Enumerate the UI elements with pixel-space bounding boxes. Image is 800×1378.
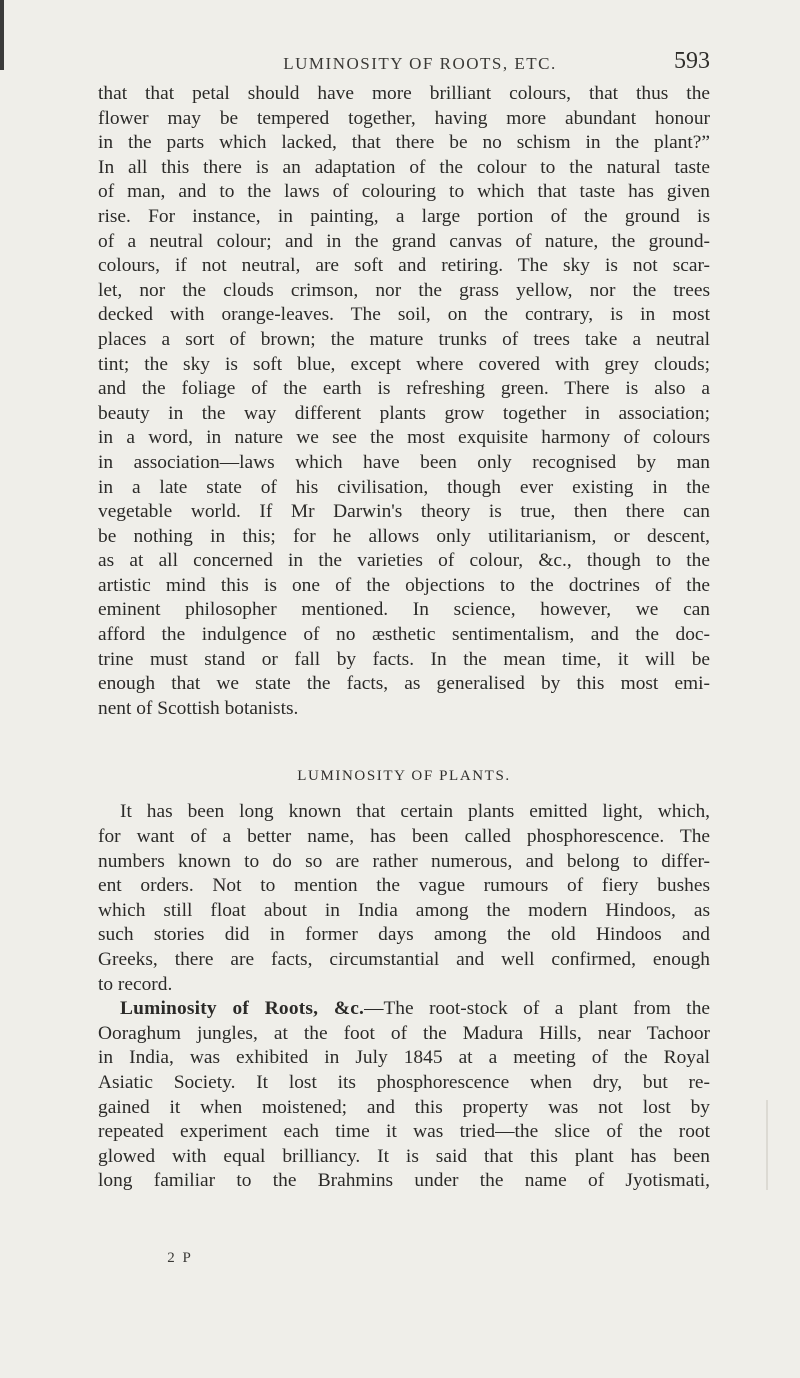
run-in-continuation: —The root-stock of a plant from the — [364, 998, 710, 1020]
paragraph-1-line: afford the indulgence of no æsthetic sentimentalism, and the doc- — [98, 624, 710, 646]
paragraph-1-line: in the parts which lacked, that there be no schism in the plant?” — [98, 132, 710, 154]
paragraph-2-line: ent orders. Not to mention the vague rumours of fiery bushes — [98, 875, 710, 897]
paragraph-2-line: numbers known to do so are rather numerous, and belong to differ- — [98, 850, 710, 872]
paragraph-2-line: It has been long known that certain plants emitted light, which, — [120, 801, 710, 823]
paragraph-3 — [98, 997, 710, 1194]
paragraph-3-line: long familiar to the Brahmins under the name of Jyotismati, — [98, 1170, 710, 1192]
paragraph-1-line: that that petal should have more brilliant colours, that thus the — [98, 83, 710, 104]
margin-smudge — [766, 1100, 768, 1190]
paragraph-3-line: gained it when moistened; and this property was not lost by — [98, 1096, 710, 1118]
paragraph-1-line: nent of Scottish botanists. — [98, 697, 299, 719]
paragraph-1-line: in association—laws which have been only recognised by man — [98, 451, 710, 473]
paragraph-3-line: Ooraghum jungles, at the foot of the Madura Hills, near Tachoor — [98, 1022, 710, 1044]
paragraph-1-line: as at all concerned in the varieties of colour, &c., though to the — [98, 550, 710, 572]
paragraph-1-line: beauty in the way different plants grow together in association; — [98, 402, 710, 424]
paragraph-2 — [98, 800, 710, 997]
paragraph-3-line — [98, 997, 710, 1022]
paragraph-1-line: places a sort of brown; the mature trunks of trees take a neutral — [98, 328, 710, 350]
paragraph-1-line: colours, if not neutral, are soft and retiring. The sky is not scar- — [98, 255, 710, 277]
paragraph-1-line: and the foliage of the earth is refreshing green. There is also a — [98, 378, 710, 400]
paragraph-1 — [98, 82, 710, 721]
paragraph-1-line: rise. For instance, in painting, a large portion of the ground is — [98, 205, 710, 227]
running-head: LUMINOSITY OF ROOTS, ETC. — [283, 54, 557, 73]
page-header — [0, 48, 800, 82]
run-in-heading: Luminosity of Roots, &c. — [120, 998, 365, 1020]
paragraph-1-line: in a late state of his civilisation, though ever existing in the — [98, 476, 710, 498]
paragraph-3-line: in India, was exhibited in July 1845 at a meeting of the Royal — [98, 1047, 710, 1069]
paragraph-2-line: for want of a better name, has been called phosphorescence. The — [98, 826, 710, 848]
paragraph-1-line: in a word, in nature we see the most exquisite harmony of colours — [98, 427, 710, 449]
paragraph-3-line: repeated experiment each time it was tried—the slice of the root — [98, 1121, 710, 1143]
page-number: 593 — [674, 48, 710, 74]
paragraph-2-line: to record. — [98, 973, 173, 995]
paragraph-1-line: decked with orange-leaves. The soil, on the contrary, is in most — [98, 304, 710, 326]
paragraph-2-line: Greeks, there are facts, circumstantial and well confirmed, enough — [98, 949, 710, 970]
paragraph-3-line: Asiatic Society. It lost its phosphorescence when dry, but re- — [98, 1071, 710, 1093]
section-title: LUMINOSITY OF PLANTS. — [297, 768, 511, 785]
paragraph-1-line: be nothing in this; for he allows only utilitarianism, or descent, — [98, 525, 710, 547]
paragraph-1-line: trine must stand or fall by facts. In the mean time, it will be — [98, 648, 710, 670]
paragraph-2-line: such stories did in former days among the old Hindoos and — [98, 924, 710, 946]
paragraph-1-line: of man, and to the laws of colouring to which that taste has given — [98, 181, 710, 203]
paragraph-2-line: which still float about in India among the modern Hindoos, as — [98, 899, 710, 921]
paragraph-1-line: artistic mind this is one of the objections to the doctrines of the — [98, 574, 710, 596]
paragraph-1-line: enough that we state the facts, as generalised by this most emi- — [98, 673, 710, 695]
signature-mark: 2 P — [167, 1250, 193, 1266]
paragraph-1-line: eminent philosopher mentioned. In science, however, we can — [98, 599, 710, 621]
paragraph-1-line: of a neutral colour; and in the grand canvas of nature, the ground- — [98, 230, 710, 252]
paragraph-1-line: In all this there is an adaptation of the colour to the natural taste — [98, 156, 710, 178]
paragraph-1-line: tint; the sky is soft blue, except where covered with grey clouds; — [98, 353, 710, 375]
paragraph-1-line: let, nor the clouds crimson, nor the grass yellow, nor the trees — [98, 279, 710, 301]
body-text — [98, 82, 710, 1194]
paragraph-1-line: vegetable world. If Mr Darwin's theory is true, then there can — [98, 501, 710, 523]
paragraph-1-line: flower may be tempered together, having more abundant honour — [98, 107, 710, 129]
paragraph-3-line: glowed with equal brilliancy. It is said that this plant has been — [98, 1145, 710, 1167]
